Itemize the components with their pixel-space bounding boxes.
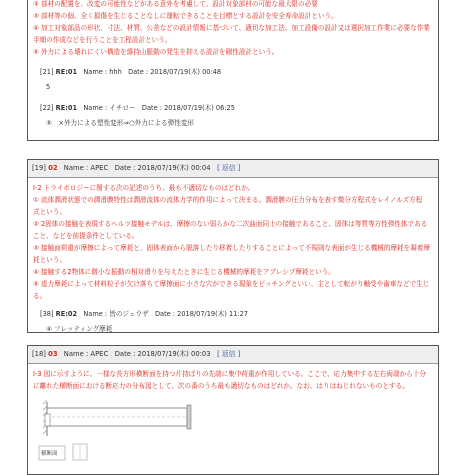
body-line: る。 xyxy=(33,292,47,300)
reply-link[interactable]: [ 返信 ] xyxy=(217,164,241,172)
reply-date: Date : 2018/07/19(木) 11:27 xyxy=(154,310,248,318)
reply-text: ④ フレッティング摩耗 xyxy=(46,325,113,333)
body-line: 手順の作成などを行うことを工程設計という。 xyxy=(33,36,172,44)
body-line: I-3 図に示すように、一様な長方形横断面を持つ片持ばりの先端に集中荷重が作用している。ここで、応力集中する左右両端から十分 xyxy=(33,370,426,378)
post-date: Date : 2018/07/19(木) 00:04 xyxy=(114,164,211,172)
body-line: に離れた横断面における断応力の分布図として、次の番のうち最も適切なものはどれか。なお、はりはねじれないものとする。 xyxy=(33,382,409,390)
wall-hatch xyxy=(43,406,47,410)
body-line: I-2 トライボロジーに関する次の記述のうち、最も不適切なものはどれか。 xyxy=(33,184,255,192)
reply-date: Date : 2018/07/19(木) 06:25 xyxy=(141,104,235,112)
reply-author: Name : イチロー xyxy=(83,104,136,112)
reply-22 xyxy=(28,102,438,129)
reply-meta xyxy=(40,308,438,320)
body-line: ③ 接触面荷重が摩擦によって摩耗と、固体表面から脱落したり移着したりすることによって不規則な表面が生じる機械的摩耗を凝着摩 xyxy=(33,244,431,252)
post-number: [19] xyxy=(32,164,46,172)
wall-hatch xyxy=(43,400,47,404)
post-body xyxy=(28,364,438,392)
cantilever-beam-figure xyxy=(33,396,233,466)
reply-author: Name : hhh xyxy=(83,68,122,76)
post-header xyxy=(28,346,438,364)
post-author: Name : APEC xyxy=(63,164,109,172)
post-date: Date : 2018/07/19(木) 00:03 xyxy=(114,350,211,358)
body-line: ④ 接触する2物体に微小な振動の相対滑りを与えたときに生じる機械的摩耗をアブレシブ摩耗という。 xyxy=(33,268,335,276)
post-number: [18] xyxy=(32,350,46,358)
reply-date: Date : 2018/07/19(木) 00:48 xyxy=(128,68,222,76)
section-label: 横断面 xyxy=(41,451,58,457)
post-top-body xyxy=(28,0,438,58)
post-top xyxy=(27,0,439,141)
reply-number: [38] xyxy=(40,310,54,318)
reply-re-label: RE:01 xyxy=(55,68,78,76)
reply-text: ⑤ ×外力による塑性変形⇒○外力による弾性変形 xyxy=(46,119,194,127)
body-line: こと、などを前提条件としている。 xyxy=(33,232,139,240)
body-line: ③ 部材等の個、全く損傷を生じることなしに運転できることを目標とする設計を安全寿命設計という。 xyxy=(33,12,338,20)
reply-re-label: RE:01 xyxy=(55,104,78,112)
reply-21 xyxy=(28,66,438,93)
body-line: ④ 加工対象部品の形状、寸法、材質、公差などの設計情報に基づいて、適切な加工法、加工設備の設計又は選択加工作業に必要な作業 xyxy=(33,24,430,32)
post-19 xyxy=(27,159,439,333)
body-line: ② 2固体の接触を表現するヘルツ接触モデルは、摩擦のない弱らかな二次曲面同士の接触であること、固体は等質等方性弾性体である xyxy=(33,220,428,228)
reply-re-label: RE:02 xyxy=(55,310,78,318)
body-line: 耗という。 xyxy=(33,256,66,264)
reply-author: Name : 皆のジュウザ xyxy=(83,310,149,318)
body-line: ③ 部材の配置を、改変の可能性などがある意外を考慮して、設計対象部材の可能な最大限の必要 xyxy=(33,0,318,8)
post-author: Name : APEC xyxy=(63,350,109,358)
beam-end-plate xyxy=(187,405,191,429)
post-body xyxy=(28,178,438,302)
reply-meta xyxy=(40,66,438,78)
reply-text: 5 xyxy=(46,83,51,91)
reply-38 xyxy=(28,308,438,335)
section-marker xyxy=(45,414,50,426)
reply-number: [21] xyxy=(40,68,54,76)
reply-number: [22] xyxy=(40,104,54,112)
body-line: 式という。 xyxy=(33,208,66,216)
wall-hatch xyxy=(43,430,47,434)
post-topic-number: 03 xyxy=(48,350,58,358)
body-line: ① 流体潤滑状態での潤滑膜特性は潤滑流体の流体力学的作用によって決まる。潤滑膜の圧力分布を表す微分方程式をレイノルズ方程 xyxy=(33,196,423,204)
post-topic-number: 02 xyxy=(48,164,58,172)
reply-link[interactable]: [ 返信 ] xyxy=(217,350,241,358)
post-header xyxy=(28,160,438,178)
body-line: ⑤ 外力による壊れにくい構造を維持山脈動の発生を抑える設計を剛性設計という。 xyxy=(33,48,279,56)
body-line: ⑤ 虚力摩耗によって材料粒子が欠け落ちて摩擦面に小さな穴ができる現象をピッチングといい、主として転がり軸受や歯車などで生じ xyxy=(33,280,430,288)
reply-meta xyxy=(40,102,438,114)
beam-diagram xyxy=(33,396,233,466)
